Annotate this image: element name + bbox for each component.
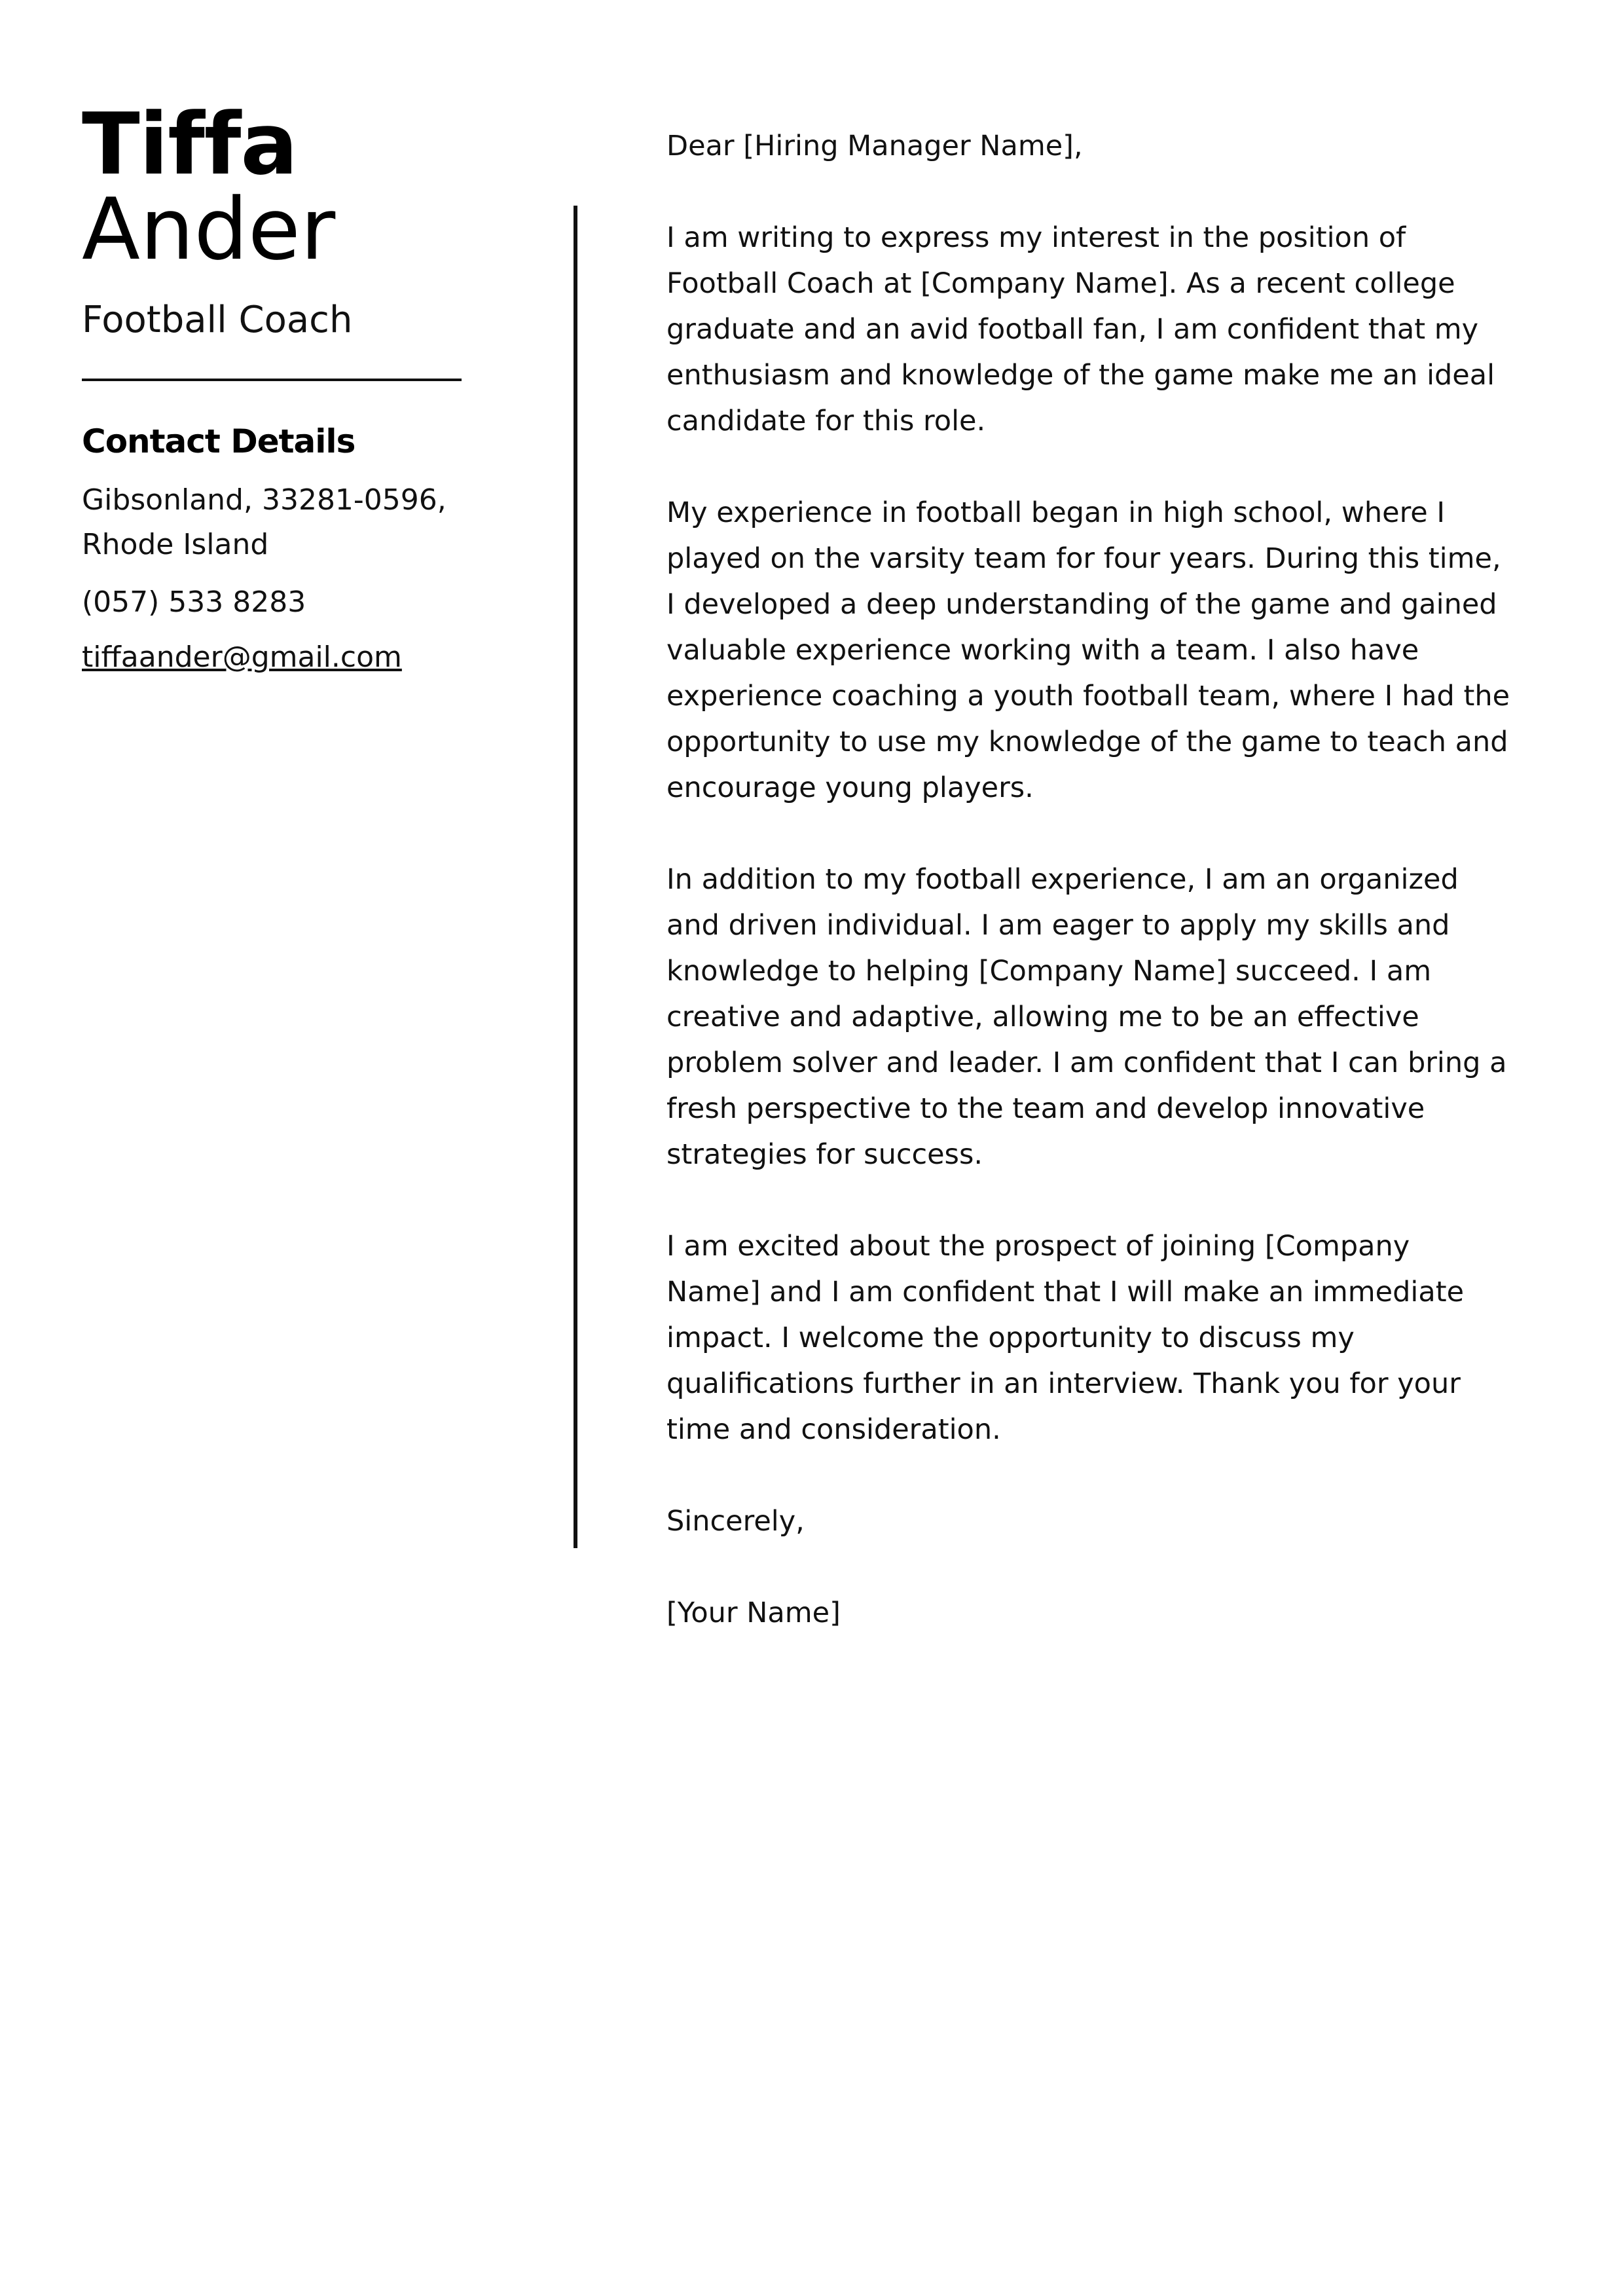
contact-address: Gibsonland, 33281-0596, Rhode Island	[82, 483, 447, 561]
sidebar	[82, 94, 475, 680]
last-name: Ander	[82, 179, 336, 279]
letter-paragraph-2: My experience in football began in high school, where I played on the varsity team for four years. During this time, I developed a deep understanding of the game and gained valuable experience working with a team. I also have experience coaching a youth football team, where I had the opportunity to use my knowledge of the game to teach and encourage young players.	[666, 496, 1510, 804]
vertical-divider	[574, 206, 577, 1548]
letter-body	[666, 123, 1511, 1636]
letter-paragraph-4: I am excited about the prospect of joining [Company Name] and I am confident that I will make an immediate impact. I welcome the opportunity to discuss my qualifications further in an interview. Thank you for your time and consideration.	[666, 1230, 1465, 1446]
first-name: Tiffa	[82, 94, 298, 194]
contact-details-heading: Contact Details	[82, 422, 356, 460]
contact-phone: (057) 533 8283	[82, 585, 306, 619]
letter-salutation: Dear [Hiring Manager Name],	[666, 130, 1083, 162]
letter-closing: Sincerely,	[666, 1505, 805, 1538]
contact-email-link[interactable]: tiffaander@gmail.com	[82, 640, 402, 674]
job-title: Football Coach	[82, 299, 353, 341]
letter-signature: [Your Name]	[666, 1597, 841, 1629]
letter-paragraph-3: In addition to my football experience, I am an organized and driven individual. I am eager to apply my skills and knowledge to helping [Company Name] succeed. I am creative and adaptive, allowing me to be an effective problem solver and leader. I am confident that I can bring a fresh perspective to the team and develop innovative strategies for success.	[666, 863, 1507, 1171]
letter-paragraph-1: I am writing to express my interest in the position of Football Coach at [Company Name]. As a recent college graduate and an avid football fan, I am confident that my enthusiasm and knowledge of the game make me an ideal candidate for this role.	[666, 221, 1495, 437]
title-divider	[82, 379, 462, 381]
